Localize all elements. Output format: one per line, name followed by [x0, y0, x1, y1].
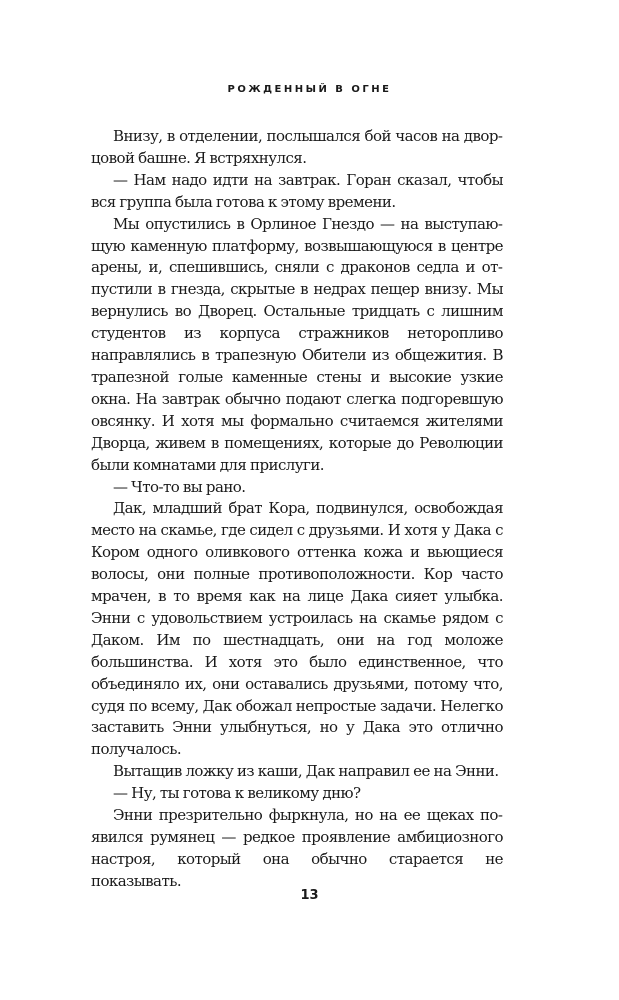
- paragraph: — Что-то вы рано.: [113, 477, 246, 496]
- paragraph: Мы опустились в Орлиное Гнездо — на выступающую каменную платформу, возвышающуюся в центре арены, и, спешившись, сняли с драконов седла и отпустили в гнезда, скрытые в недрах пещер внизу. Мы вернулись во Дворец. Остальные тридцать с лишним студентов из корпуса стражников неторопливо направлялись в трапезную Обители из общежития. В трапезной голые каменные стены и высокие узкие окна. На завтрак обычно подают слегка подгоревшую овсянку. И хотя мы формально считаемся жителями Дворца, живем в помещениях, которые до Революции были комнатами для прислуги.: [91, 214, 503, 474]
- paragraph: — Нам надо идти на завтрак. Горан сказал, чтобы вся группа была готова к этому времени.: [91, 170, 503, 211]
- body-text: [91, 126, 503, 893]
- paragraph: Дак, младший брат Кора, подвинулся, освобождая место на скамье, где сидел с друзьями. И хотя у Дака с Кором одного оливкового оттенка кожа и вьющиеся волосы, они полные противоположности. Кор часто мрачен, в то время как на лице Дака сияет улыбка. Энни с удовольствием устроилась на скамье рядом с Даком. Им по шестнадцать, они на год моложе большинства. И хотя это было единственное, что объединяло их, они оставались друзьями, потому что, судя по всему, Дак обожал непростые задачи. Нелегко заставить Энни улыбнуться, но у Дака это отлично получалось.: [91, 499, 503, 759]
- paragraph: Вытащив ложку из каши, Дак направил ее на Энни.: [113, 762, 499, 781]
- paragraph: Внизу, в отделении, послышался бой часов на дворцовой башне. Я встряхнулся.: [91, 127, 503, 167]
- running-head: РОЖДЕННЫЙ В ОГНЕ: [227, 84, 392, 95]
- page-number: 13: [300, 888, 319, 903]
- paragraph: — Ну, ты готова к великому дню?: [113, 784, 361, 803]
- paragraph: Энни презрительно фыркнула, но на ее щеках появился румянец — редкое проявление амбициозного настроя, который она обычно старается не показывать.: [91, 806, 503, 890]
